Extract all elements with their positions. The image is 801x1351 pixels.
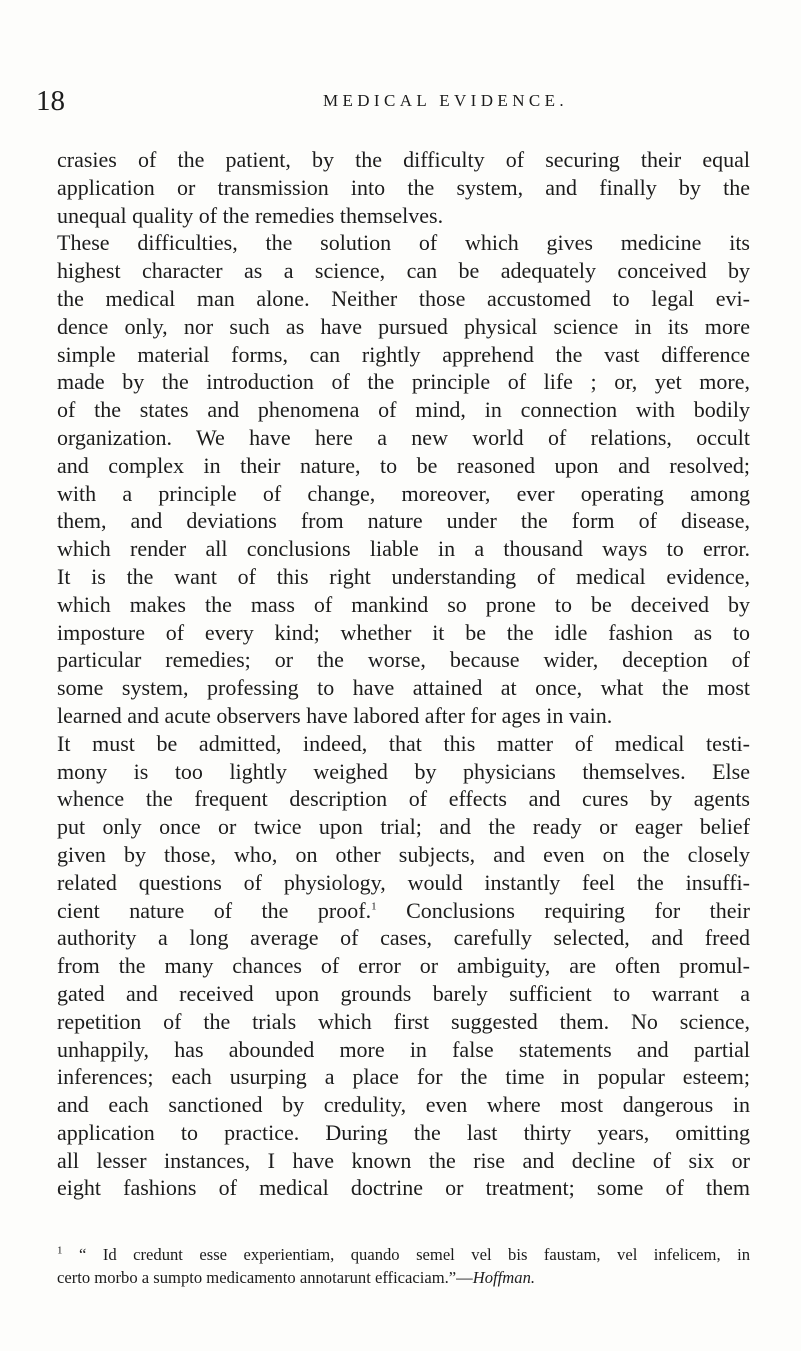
text-line: which makes the mass of mankind so prone to be deceived by <box>57 591 750 617</box>
text-line: eight fashions of medical doctrine or treatment; some of them <box>57 1175 750 1201</box>
text-line: application to practice. During the last thirty years, omitting <box>57 1119 750 1145</box>
text-line: some system, professing to have attained at once, what the most <box>57 675 750 701</box>
text-line: unequal quality of the remedies themselves. <box>57 202 444 228</box>
text-line: whence the frequent description of effects and cures by agents <box>57 786 750 812</box>
text-line: dence only, nor such as have pursued physical science in its more <box>57 313 750 339</box>
footnote-marker: 1 <box>57 1244 63 1257</box>
text-line: authority a long average of cases, carefully selected, and freed <box>57 925 750 951</box>
text-line: from the many chances of error or ambiguity, are often promul- <box>57 953 750 979</box>
footnote-line <box>57 1266 750 1289</box>
text-line: inferences; each usurping a place for the time in popular esteem; <box>57 1064 750 1090</box>
text-fragment: Conclusions requiring for their <box>376 897 750 923</box>
text-line: It is the want of this right understanding of medical evidence, <box>57 563 750 589</box>
body-text <box>57 146 750 1202</box>
text-line: all lesser instances, I have known the rise and decline of six or <box>57 1147 750 1173</box>
text-line: crasies of the patient, by the difficulty of securing their equal <box>57 147 750 172</box>
text-line: It must be admitted, indeed, that this matter of medical testi- <box>57 730 750 756</box>
text-line: of the states and phenomena of mind, in connection with bodily <box>57 397 750 423</box>
text-line: with a principle of change, moreover, ever operating among <box>57 480 750 506</box>
text-line: repetition of the trials which first suggested them. No science, <box>57 1008 750 1034</box>
text-line: and each sanctioned by credulity, even where most dangerous in <box>57 1092 750 1118</box>
text-line: organization. We have here a new world of relations, occult <box>57 424 750 450</box>
footnote-text: “ Id credunt esse experientiam, quando semel vel bis faustam, vel infelicem, in <box>62 1245 750 1264</box>
text-line: unhappily, has abounded more in false statements and partial <box>57 1036 750 1062</box>
footnote-reference[interactable]: 1 <box>371 900 377 913</box>
text-line: given by those, who, on other subjects, and even on the closely <box>57 841 750 867</box>
footnote-line <box>57 1243 750 1266</box>
footnote <box>57 1243 750 1289</box>
running-head: MEDICAL EVIDENCE. <box>322 91 569 110</box>
text-line-with-footnote-ref <box>57 897 750 925</box>
text-line: them, and deviations from nature under the form of disease, <box>57 508 750 534</box>
text-line: application or transmission into the system, and finally by the <box>57 174 750 200</box>
text-line: These difficulties, the solution of which gives medicine its <box>57 230 750 256</box>
text-line: which render all conclusions liable in a thousand ways to error. <box>57 536 750 562</box>
text-line: made by the introduction of the principle of life ; or, yet more, <box>57 369 750 395</box>
text-line: the medical man alone. Neither those accustomed to legal evi- <box>57 285 750 311</box>
text-line: related questions of physiology, would instantly feel the insuffi- <box>57 869 750 895</box>
text-line: simple material forms, can rightly apprehend the vast difference <box>57 341 750 367</box>
text-line: particular remedies; or the worse, because wider, deception of <box>57 647 750 673</box>
text-line: learned and acute observers have labored after for ages in vain. <box>57 702 613 728</box>
page-number: 18 <box>36 85 65 117</box>
footnote-text: certo morbo a sumpto medicamento annotarunt efficaciam.”— <box>57 1268 473 1287</box>
text-line: and complex in their nature, to be reasoned upon and resolved; <box>57 452 750 478</box>
text-line: put only once or twice upon trial; and the ready or eager belief <box>57 814 750 840</box>
text-line: gated and received upon grounds barely sufficient to warrant a <box>57 980 750 1006</box>
text-line: imposture of every kind; whether it be the idle fashion as to <box>57 619 750 645</box>
page-header <box>36 86 765 116</box>
text-line: mony is too lightly weighed by physicians themselves. Else <box>57 758 750 784</box>
text-line: highest character as a science, can be adequately conceived by <box>57 258 750 284</box>
text-fragment: cient nature of the proof. <box>57 897 372 923</box>
footnote-author: Hoffman. <box>472 1268 536 1287</box>
